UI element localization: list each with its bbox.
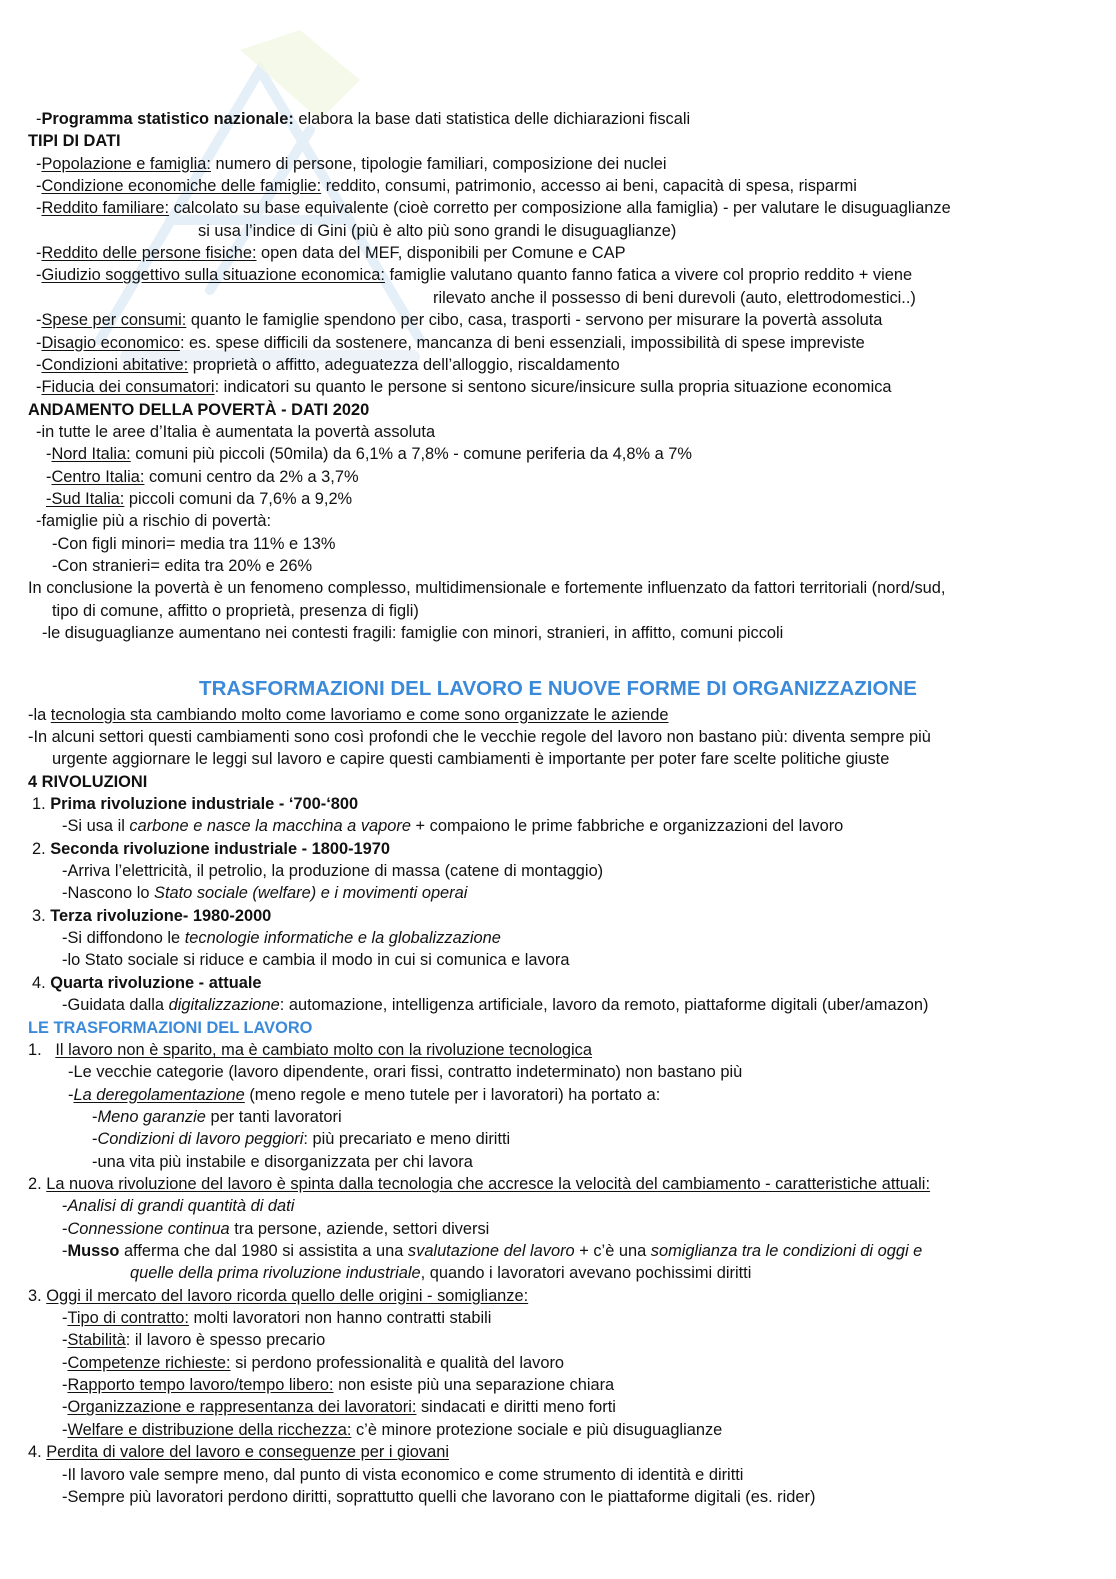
text-segment: Rapporto tempo lavoro/tempo libero: — [67, 1376, 334, 1395]
text-segment: - — [36, 333, 42, 352]
text-segment: - — [36, 355, 42, 374]
text-segment: elabora la base dati statistica delle dichiarazioni fiscali — [293, 110, 691, 128]
text-segment: 2. — [32, 839, 51, 858]
text-line — [62, 1218, 489, 1240]
text-segment: - — [62, 1353, 68, 1372]
text-line — [32, 838, 390, 860]
text-segment: Analisi di grandi quantità di dati — [67, 1197, 295, 1216]
text-line — [36, 332, 865, 354]
text-line — [28, 771, 147, 793]
bold-text: Prima rivoluzione industriale - ‘700-‘800 — [50, 795, 359, 814]
text-line — [36, 242, 626, 264]
text-line — [36, 376, 892, 398]
text-segment: - — [62, 1219, 68, 1238]
text-line — [92, 1128, 510, 1150]
text-segment: -Il lavoro vale sempre meno, dal punto di vista economico e come strumento di identità e diritti — [62, 1465, 744, 1484]
text-segment: -Arriva l’elettricità, il petrolio, la produzione di massa (catene di montaggio) — [62, 862, 604, 881]
text-segment: - — [46, 445, 52, 464]
text-segment: Giudizio soggettivo sulla situazione economica: — [41, 266, 385, 285]
text-segment: 1. — [32, 795, 51, 814]
text-segment: -Si usa il — [62, 817, 130, 836]
text-segment: - — [62, 1309, 68, 1328]
text-line — [52, 533, 335, 555]
subheading: LE TRASFORMAZIONI DEL LAVORO — [28, 1018, 313, 1037]
text-line — [36, 153, 667, 175]
text-segment: : più precariato e meno diritti — [303, 1130, 511, 1149]
text-line — [68, 1084, 660, 1106]
text-segment: - — [36, 266, 42, 285]
text-segment: -in tutte le aree d’Italia è aumentata la povertà assoluta — [36, 422, 436, 441]
text-segment: Organizzazione e rappresentanza dei lavoratori: — [67, 1398, 417, 1417]
text-line — [28, 1039, 592, 1061]
text-line — [36, 108, 690, 130]
text-line — [28, 1285, 528, 1307]
text-segment: - — [46, 467, 52, 486]
text-segment: tra persone, aziende, settori diversi — [229, 1219, 490, 1238]
text-line — [28, 399, 369, 421]
text-segment: Reddito delle persone fisiche: — [41, 244, 257, 263]
text-line — [62, 860, 603, 882]
text-segment: reddito, consumi, patrimonio, accesso ai beni, capacità di spesa, risparmi — [321, 177, 857, 196]
text-line — [62, 1419, 722, 1441]
text-segment: Tipo di contratto: — [67, 1309, 189, 1328]
text-segment: -In alcuni settori questi cambiamenti sono così profondi che le vecchie regole del lavoro non bastano più: diventa sempre più — [28, 727, 931, 746]
text-segment: - — [92, 1107, 98, 1126]
text-segment: Condizioni di lavoro peggiori — [97, 1130, 304, 1149]
text-segment: Competenze richieste: — [67, 1353, 231, 1372]
text-segment: 3. — [32, 906, 51, 925]
bold-text: 4 RIVOLUZIONI — [28, 772, 148, 791]
text-segment: per tanti lavoratori — [205, 1107, 342, 1126]
text-segment: -Sempre più lavoratori perdono diritti, soprattutto quelli che lavorano con le piattaforme digitali (es. rider) — [62, 1487, 816, 1506]
text-line — [52, 600, 419, 622]
text-segment: -Con stranieri= edita tra 20% e 26% — [52, 557, 313, 575]
text-line — [32, 972, 262, 994]
text-segment: + c’è una — [574, 1242, 651, 1261]
text-segment: 4. — [32, 973, 51, 992]
text-segment: si perdono professionalità e qualità del lavoro — [230, 1353, 565, 1372]
text-segment: tipo di comune, affitto o proprietà, presenza di figli) — [52, 601, 419, 620]
text-segment: - — [62, 1197, 68, 1216]
section-title — [0, 676, 1116, 702]
text-segment: piccoli comuni da 7,6% a 9,2% — [124, 489, 353, 508]
text-line — [28, 130, 121, 152]
text-segment: Disagio economico — [41, 333, 180, 352]
text-segment: Reddito familiare: — [41, 199, 170, 218]
text-line — [130, 1262, 751, 1284]
text-segment: - — [62, 1242, 68, 1261]
text-line — [92, 1106, 342, 1128]
text-line — [433, 287, 916, 309]
bold-text: Terza rivoluzione- 1980-2000 — [50, 906, 272, 925]
bold-text: Quarta rivoluzione - attuale — [50, 973, 262, 992]
text-segment: quelle della prima rivoluzione industriale — [130, 1264, 421, 1283]
text-line — [28, 1441, 449, 1463]
text-segment: Welfare e distribuzione della ricchezza: — [67, 1420, 352, 1439]
text-segment: : il lavoro è spesso precario — [125, 1331, 326, 1350]
text-line — [62, 815, 843, 837]
bold-text: Musso — [67, 1242, 120, 1261]
bold-text: TIPI DI DATI — [28, 132, 121, 151]
text-segment: Stato sociale (welfare) e i movimenti operai — [154, 884, 468, 903]
text-line — [62, 1464, 743, 1486]
text-segment: - — [68, 1085, 74, 1104]
text-segment: La nuova rivoluzione del lavoro è spinta dalla tecnologia che accresce la velocità del cambiamento - caratteristiche attuali: — [46, 1174, 931, 1193]
text-segment: numero di persone, tipologie familiari, composizione dei nuclei — [210, 154, 667, 173]
text-segment: - — [36, 154, 42, 173]
text-segment: somiglianza tra le condizioni di oggi e — [650, 1242, 923, 1261]
text-segment: - — [62, 1420, 68, 1439]
text-segment: Spese per consumi: — [41, 311, 187, 330]
text-line — [62, 1195, 294, 1217]
text-line — [46, 466, 359, 488]
text-segment: : indicatori su quanto le persone si sentono sicure/insicure sulla propria situazione economica — [214, 378, 892, 397]
text-segment: molti lavoratori non hanno contratti stabili — [188, 1309, 492, 1328]
text-segment: rilevato anche il possesso di beni durevoli (auto, elettrodomestici..) — [433, 288, 916, 307]
text-segment: calcolato su base equivalente (cioè corretto per composizione alla famiglia) - per valutare le disuguaglianze — [169, 199, 951, 218]
text-segment: c’è minore protezione sociale e più disuguaglianze — [351, 1420, 723, 1439]
text-segment: -le disuguaglianze aumentano nei contesti fragili: famiglie con minori, stranieri, in affitto, comuni piccoli — [42, 624, 784, 643]
text-segment: digitalizzazione — [168, 996, 280, 1015]
text-segment: -Le vecchie categorie (lavoro dipendente, orari fissi, contratto indeterminato) non bastano più — [68, 1063, 743, 1082]
text-segment: Nord Italia: — [51, 445, 131, 464]
text-segment: Stabilità — [67, 1331, 126, 1350]
text-segment: comuni più piccoli (50mila) da 6,1% a 7,8% - comune periferia da 4,8% a 7% — [130, 445, 692, 464]
text-segment: - — [36, 378, 42, 397]
bold-text: ANDAMENTO DELLA POVERTÀ - DATI 2020 — [28, 400, 370, 419]
text-segment: -Con figli minori= media tra 11% e 13% — [52, 534, 336, 553]
text-segment: Condizione economiche delle famiglie: — [41, 177, 322, 196]
text-line — [46, 488, 352, 510]
text-segment: quanto le famiglie spendono per cibo, casa, trasporti - servono per misurare la povertà assoluta — [186, 311, 883, 330]
text-segment: Connessione continua — [67, 1219, 230, 1238]
text-segment: , quando i lavoratori avevano pochissimi diritti — [420, 1264, 752, 1283]
text-segment: + compaiono le prime fabbriche e organizzazioni del lavoro — [410, 817, 844, 836]
text-segment: -Sud Italia: — [46, 489, 125, 508]
text-segment: Oggi il mercato del lavoro ricorda quello delle origini - somiglianze: — [46, 1286, 529, 1305]
text-line — [62, 1307, 491, 1329]
text-line — [62, 882, 467, 904]
text-segment: In conclusione la povertà è un fenomeno complesso, multidimensionale e fortemente influenzato da fattori territoriali (nord/sud, — [28, 579, 946, 598]
text-line — [62, 1396, 616, 1418]
text-line — [36, 197, 951, 219]
text-line — [62, 1486, 815, 1508]
text-line — [36, 510, 271, 532]
text-segment: Meno garanzie — [97, 1107, 206, 1126]
text-segment: : es. spese difficili da sostenere, mancanza di beni essenziali, impossibilità di spese impreviste — [179, 333, 865, 352]
text-line — [68, 1061, 742, 1083]
text-segment: Il lavoro non è sparito, ma è cambiato molto con la rivoluzione tecnologica — [55, 1040, 592, 1059]
text-line — [28, 726, 931, 748]
text-segment: tecnologia sta cambiando molto come lavoriamo e come sono organizzate le aziende — [50, 705, 669, 724]
text-line — [52, 748, 889, 770]
text-segment: - — [36, 244, 42, 263]
text-segment: Fiducia dei consumatori — [41, 378, 215, 397]
text-segment: open data del MEF, disponibili per Comune e CAP — [256, 244, 626, 263]
text-segment: La deregolamentazione — [73, 1085, 245, 1104]
text-segment: proprietà o affitto, adeguatezza dell’alloggio, riscaldamento — [188, 355, 620, 374]
text-line — [62, 1374, 614, 1396]
text-line — [28, 1173, 930, 1195]
text-segment: - — [36, 110, 42, 128]
text-segment: afferma che dal 1980 si assistita a una — [119, 1242, 408, 1261]
text-line — [28, 577, 945, 599]
text-segment: - — [62, 1331, 68, 1350]
text-segment: 4. — [28, 1443, 47, 1462]
text-line — [62, 1352, 564, 1374]
text-line — [28, 704, 669, 726]
text-segment: sindacati e diritti meno forti — [416, 1398, 616, 1417]
text-segment: svalutazione del lavoro — [407, 1242, 575, 1261]
text-line — [92, 1151, 473, 1173]
text-line — [62, 949, 569, 971]
text-line — [36, 264, 912, 286]
text-segment: non esiste più una separazione chiara — [333, 1376, 615, 1395]
text-line — [62, 927, 501, 949]
text-line — [62, 1240, 922, 1262]
text-segment: 3. — [28, 1286, 47, 1305]
text-segment: - — [62, 1376, 68, 1395]
text-segment: -famiglie più a rischio di povertà: — [36, 512, 272, 531]
text-line — [46, 443, 692, 465]
text-segment: - — [36, 177, 42, 196]
text-line — [28, 1017, 312, 1039]
text-line — [52, 555, 312, 577]
text-line — [198, 220, 676, 242]
text-segment: Centro Italia: — [51, 467, 145, 486]
text-line — [62, 994, 928, 1016]
text-segment: comuni centro da 2% a 3,7% — [144, 467, 359, 486]
text-segment: - — [36, 311, 42, 330]
text-line — [62, 1329, 325, 1351]
text-segment: urgente aggiornare le leggi sul lavoro e capire questi cambiamenti è importante per poter fare scelte politiche giuste — [52, 750, 890, 769]
text-segment: - — [36, 199, 42, 218]
text-segment: -Si diffondono le — [62, 929, 185, 948]
bold-text: Programma statistico nazionale: — [41, 110, 294, 128]
text-segment: 2. — [28, 1174, 47, 1193]
text-line — [32, 905, 271, 927]
text-segment: -una vita più instabile e disorganizzata per chi lavora — [92, 1152, 473, 1171]
text-line — [42, 622, 783, 644]
text-line — [36, 309, 882, 331]
text-line — [32, 793, 358, 815]
bold-text: Seconda rivoluzione industriale - 1800-1970 — [50, 839, 391, 858]
text-segment: Popolazione e famiglia: — [41, 154, 211, 173]
text-segment: - — [92, 1130, 98, 1149]
text-segment: Perdita di valore del lavoro e conseguenze per i giovani — [46, 1443, 449, 1462]
text-segment: : automazione, intelligenza artificiale, lavoro da remoto, piattaforme digitali (uber/amazon) — [279, 996, 929, 1015]
text-segment: (meno regole e meno tutele per i lavoratori) ha portato a: — [244, 1085, 661, 1104]
text-line — [36, 354, 620, 376]
text-line — [36, 175, 857, 197]
text-segment: famiglie valutano quanto fanno fatica a vivere col proprio reddito + viene — [384, 266, 913, 285]
text-segment: -lo Stato sociale si riduce e cambia il modo in cui si comunica e lavora — [62, 951, 570, 970]
text-segment: -la — [28, 705, 51, 724]
text-segment: tecnologie informatiche e la globalizzazione — [184, 929, 501, 948]
text-segment: 1. — [28, 1040, 56, 1059]
text-segment: -Guidata dalla — [62, 996, 169, 1015]
text-segment: si usa l’indice di Gini (più è alto più sono grandi le disuguaglianze) — [198, 221, 677, 240]
text-segment: -Nascono lo — [62, 884, 155, 903]
text-segment: - — [62, 1398, 68, 1417]
text-segment: carbone e nasce la macchina a vapore — [129, 817, 411, 836]
text-segment: TRASFORMAZIONI DEL LAVORO E NUOVE FORME DI ORGANIZZAZIONE — [199, 676, 917, 700]
text-line — [36, 421, 435, 443]
text-segment: Condizioni abitative: — [41, 355, 189, 374]
